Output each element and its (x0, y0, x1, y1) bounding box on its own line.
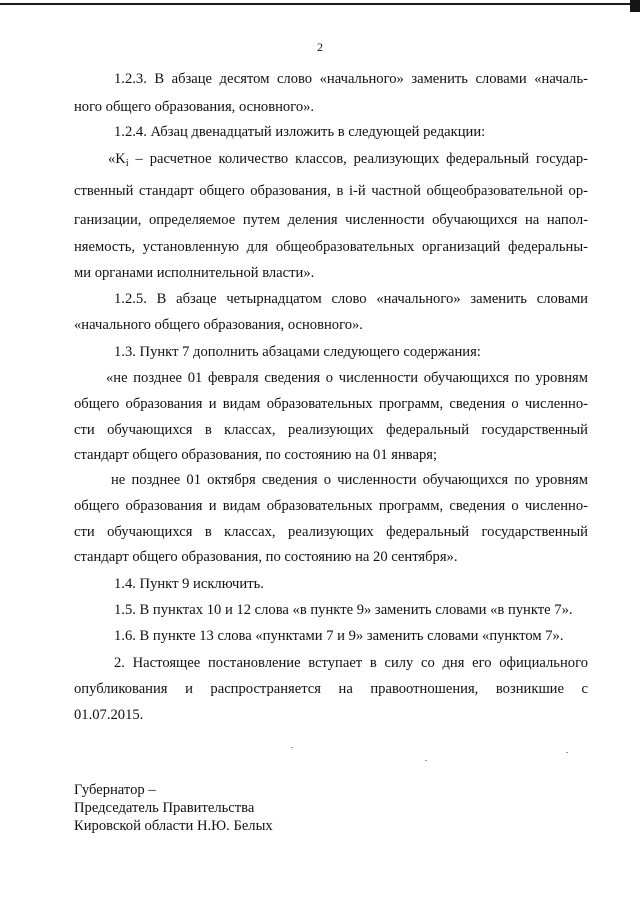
para-2-line-1: 2. Настоящее постановление вступает в силу со дня его официального (114, 655, 588, 671)
scan-speck (425, 760, 427, 761)
quote-k-subscript: i (125, 158, 129, 169)
para-1-2-3-line-1: 1.2.3. В абзаце десятом слово «начального» заменить словами «началь- (114, 71, 588, 87)
quote-k-line-3: ганизации, определяемое путем деления численности обучающихся на напол- (74, 212, 588, 228)
quote-k-line-4: няемость, установленную для общеобразовательных организаций федеральны- (74, 239, 588, 255)
quote-k-line-1-text: – расчетное количество классов, реализующих федеральный государ- (128, 151, 588, 167)
quote-k-line-2: ственный стандарт общего образования, в i-й частной общеобразовательной ор- (74, 183, 588, 199)
scan-top-edge (0, 3, 640, 5)
scan-speck (291, 747, 293, 748)
para-1-2-5-line-2: «начального общего образования, основного». (74, 317, 363, 333)
signature-title-line-2: Председатель Правительства (74, 800, 255, 816)
quote-k-line-5: ми органами исполнительной власти». (74, 265, 315, 281)
scan-speck (566, 752, 568, 753)
insert-oct-line-3: сти обучающихся в классах, реализующих федеральный государственный (74, 524, 588, 540)
para-1-6-line-1: 1.6. В пункте 13 слова «пунктами 7 и 9» заменить словами «пунктом 7». (114, 628, 564, 644)
scan-corner-mark (630, 0, 640, 12)
quote-k-symbol: «K (108, 151, 126, 167)
insert-feb-line-3: сти обучающихся в классах, реализующих федеральный государственный (74, 422, 588, 438)
insert-feb-line-1: «не позднее 01 февраля сведения о численности обучающихся по уровням (106, 370, 588, 386)
signature-title-line-1: Губернатор – (74, 782, 156, 798)
para-1-2-5-line-1: 1.2.5. В абзаце четырнадцатом слово «начального» заменить словами (114, 291, 588, 307)
page-number: 2 (317, 40, 323, 54)
para-2-line-3: 01.07.2015. (74, 707, 144, 723)
insert-feb-line-2: общего образования и видам образовательных программ, сведения о численно- (74, 396, 588, 412)
para-1-2-4-line-1: 1.2.4. Абзац двенадцатый изложить в следующей редакции: (114, 124, 486, 140)
signature-name-line: Кировской области Н.Ю. Белых (74, 818, 273, 834)
para-1-5-line-1: 1.5. В пунктах 10 и 12 слова «в пункте 9» заменить словами «в пункте 7». (114, 602, 573, 618)
quote-k-line-1 (108, 150, 588, 173)
para-2-line-2: опубликования и распространяется на правоотношения, возникшие с (74, 681, 588, 697)
insert-feb-line-4: стандарт общего образования, по состоянию на 01 января; (74, 447, 438, 463)
insert-oct-line-1: не позднее 01 октября сведения о численности обучающихся по уровням (111, 472, 588, 488)
insert-oct-line-2: общего образования и видам образовательных программ, сведения о численно- (74, 498, 588, 514)
insert-oct-line-4: стандарт общего образования, по состоянию на 20 сентября». (74, 549, 458, 565)
para-1-4-line-1: 1.4. Пункт 9 исключить. (114, 576, 264, 592)
para-1-2-3-line-2: ного общего образования, основного». (74, 99, 315, 115)
para-1-3-line-1: 1.3. Пункт 7 дополнить абзацами следующего содержания: (114, 344, 481, 360)
